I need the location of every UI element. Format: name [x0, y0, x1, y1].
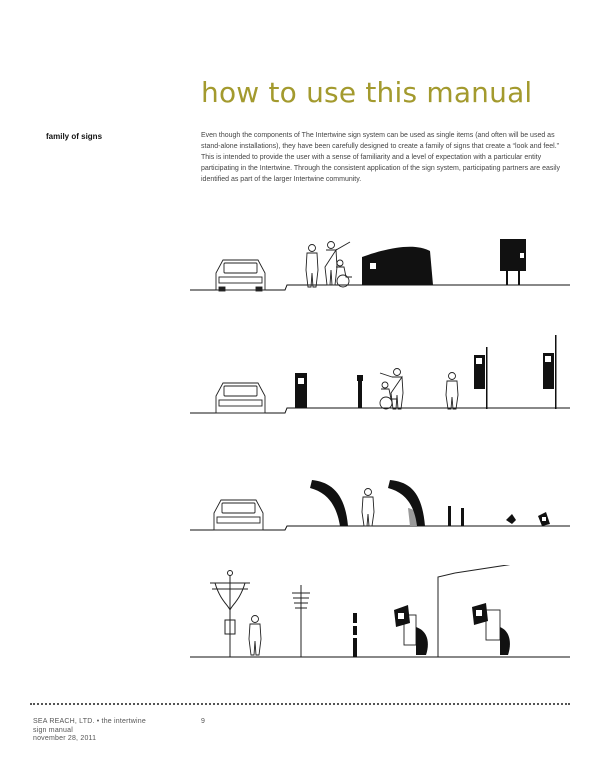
wheelchair-user-icon — [336, 260, 352, 287]
scene-3-drawing — [190, 470, 570, 545]
section-label: family of signs — [46, 132, 103, 141]
curved-sign-icon — [310, 480, 348, 526]
footer-company: SEA REACH, LTD. • the intertwine — [33, 718, 146, 725]
page-number: 9 — [201, 718, 205, 725]
footer-divider — [30, 703, 570, 705]
footer-document: sign manual — [33, 726, 73, 734]
illustration-scene-kiosks — [190, 325, 570, 420]
ground-line — [190, 526, 570, 530]
scene-4-drawing — [190, 565, 570, 665]
person-standing-icon — [249, 616, 261, 656]
person-standing-icon — [362, 489, 374, 527]
bollard-pair-icon — [448, 506, 464, 526]
banner-pole-sign-icon — [474, 347, 488, 409]
person-standing-icon — [306, 245, 318, 288]
footer-date: november 28, 2011 — [33, 735, 97, 742]
wall-mount-sign-icon — [472, 603, 510, 655]
page-title: how to use this manual — [201, 76, 533, 109]
illustration-scene-monument — [190, 225, 570, 305]
bollard-sign-icon — [357, 375, 363, 408]
person-standing-icon — [446, 373, 458, 410]
tower-sign-icon — [353, 613, 357, 657]
scene-2-drawing — [190, 325, 570, 420]
intro-paragraph: Even though the components of The Intertwine sign system can be used as single items (and often will be used as stand-alone installations), they have been carefully designed to create a family of signs that create a “look and feel.” This is intended to provide the user with a sense of familiarity and a level of expectation with a particular entity participating in the Intertwine. Through the consistent application of the sign system, participating partners are easily identified as part of the larger Intertwine community. — [201, 132, 561, 183]
car-icon — [214, 500, 263, 530]
curved-sign-with-shadow-icon — [388, 480, 425, 526]
post-sign-icon — [500, 239, 526, 285]
car-icon — [216, 260, 265, 291]
illustration-scene-wall-signs — [190, 565, 570, 665]
monument-sign-icon — [362, 247, 433, 285]
kiosk-sign-icon — [295, 373, 307, 408]
banner-pole-sign-icon — [543, 335, 557, 409]
ground-line — [190, 285, 570, 290]
small-ground-sign-icon — [506, 512, 550, 526]
street-light-pole-icon — [292, 585, 310, 657]
car-icon — [216, 383, 265, 413]
scene-1-drawing — [190, 225, 570, 305]
illustration-scene-curved-signs — [190, 470, 570, 545]
ground-line — [190, 408, 570, 413]
footer-info — [33, 718, 146, 744]
wall-mount-sign-icon — [394, 605, 428, 655]
wheelchair-user-icon — [380, 382, 397, 409]
utility-pole-icon — [210, 571, 250, 658]
